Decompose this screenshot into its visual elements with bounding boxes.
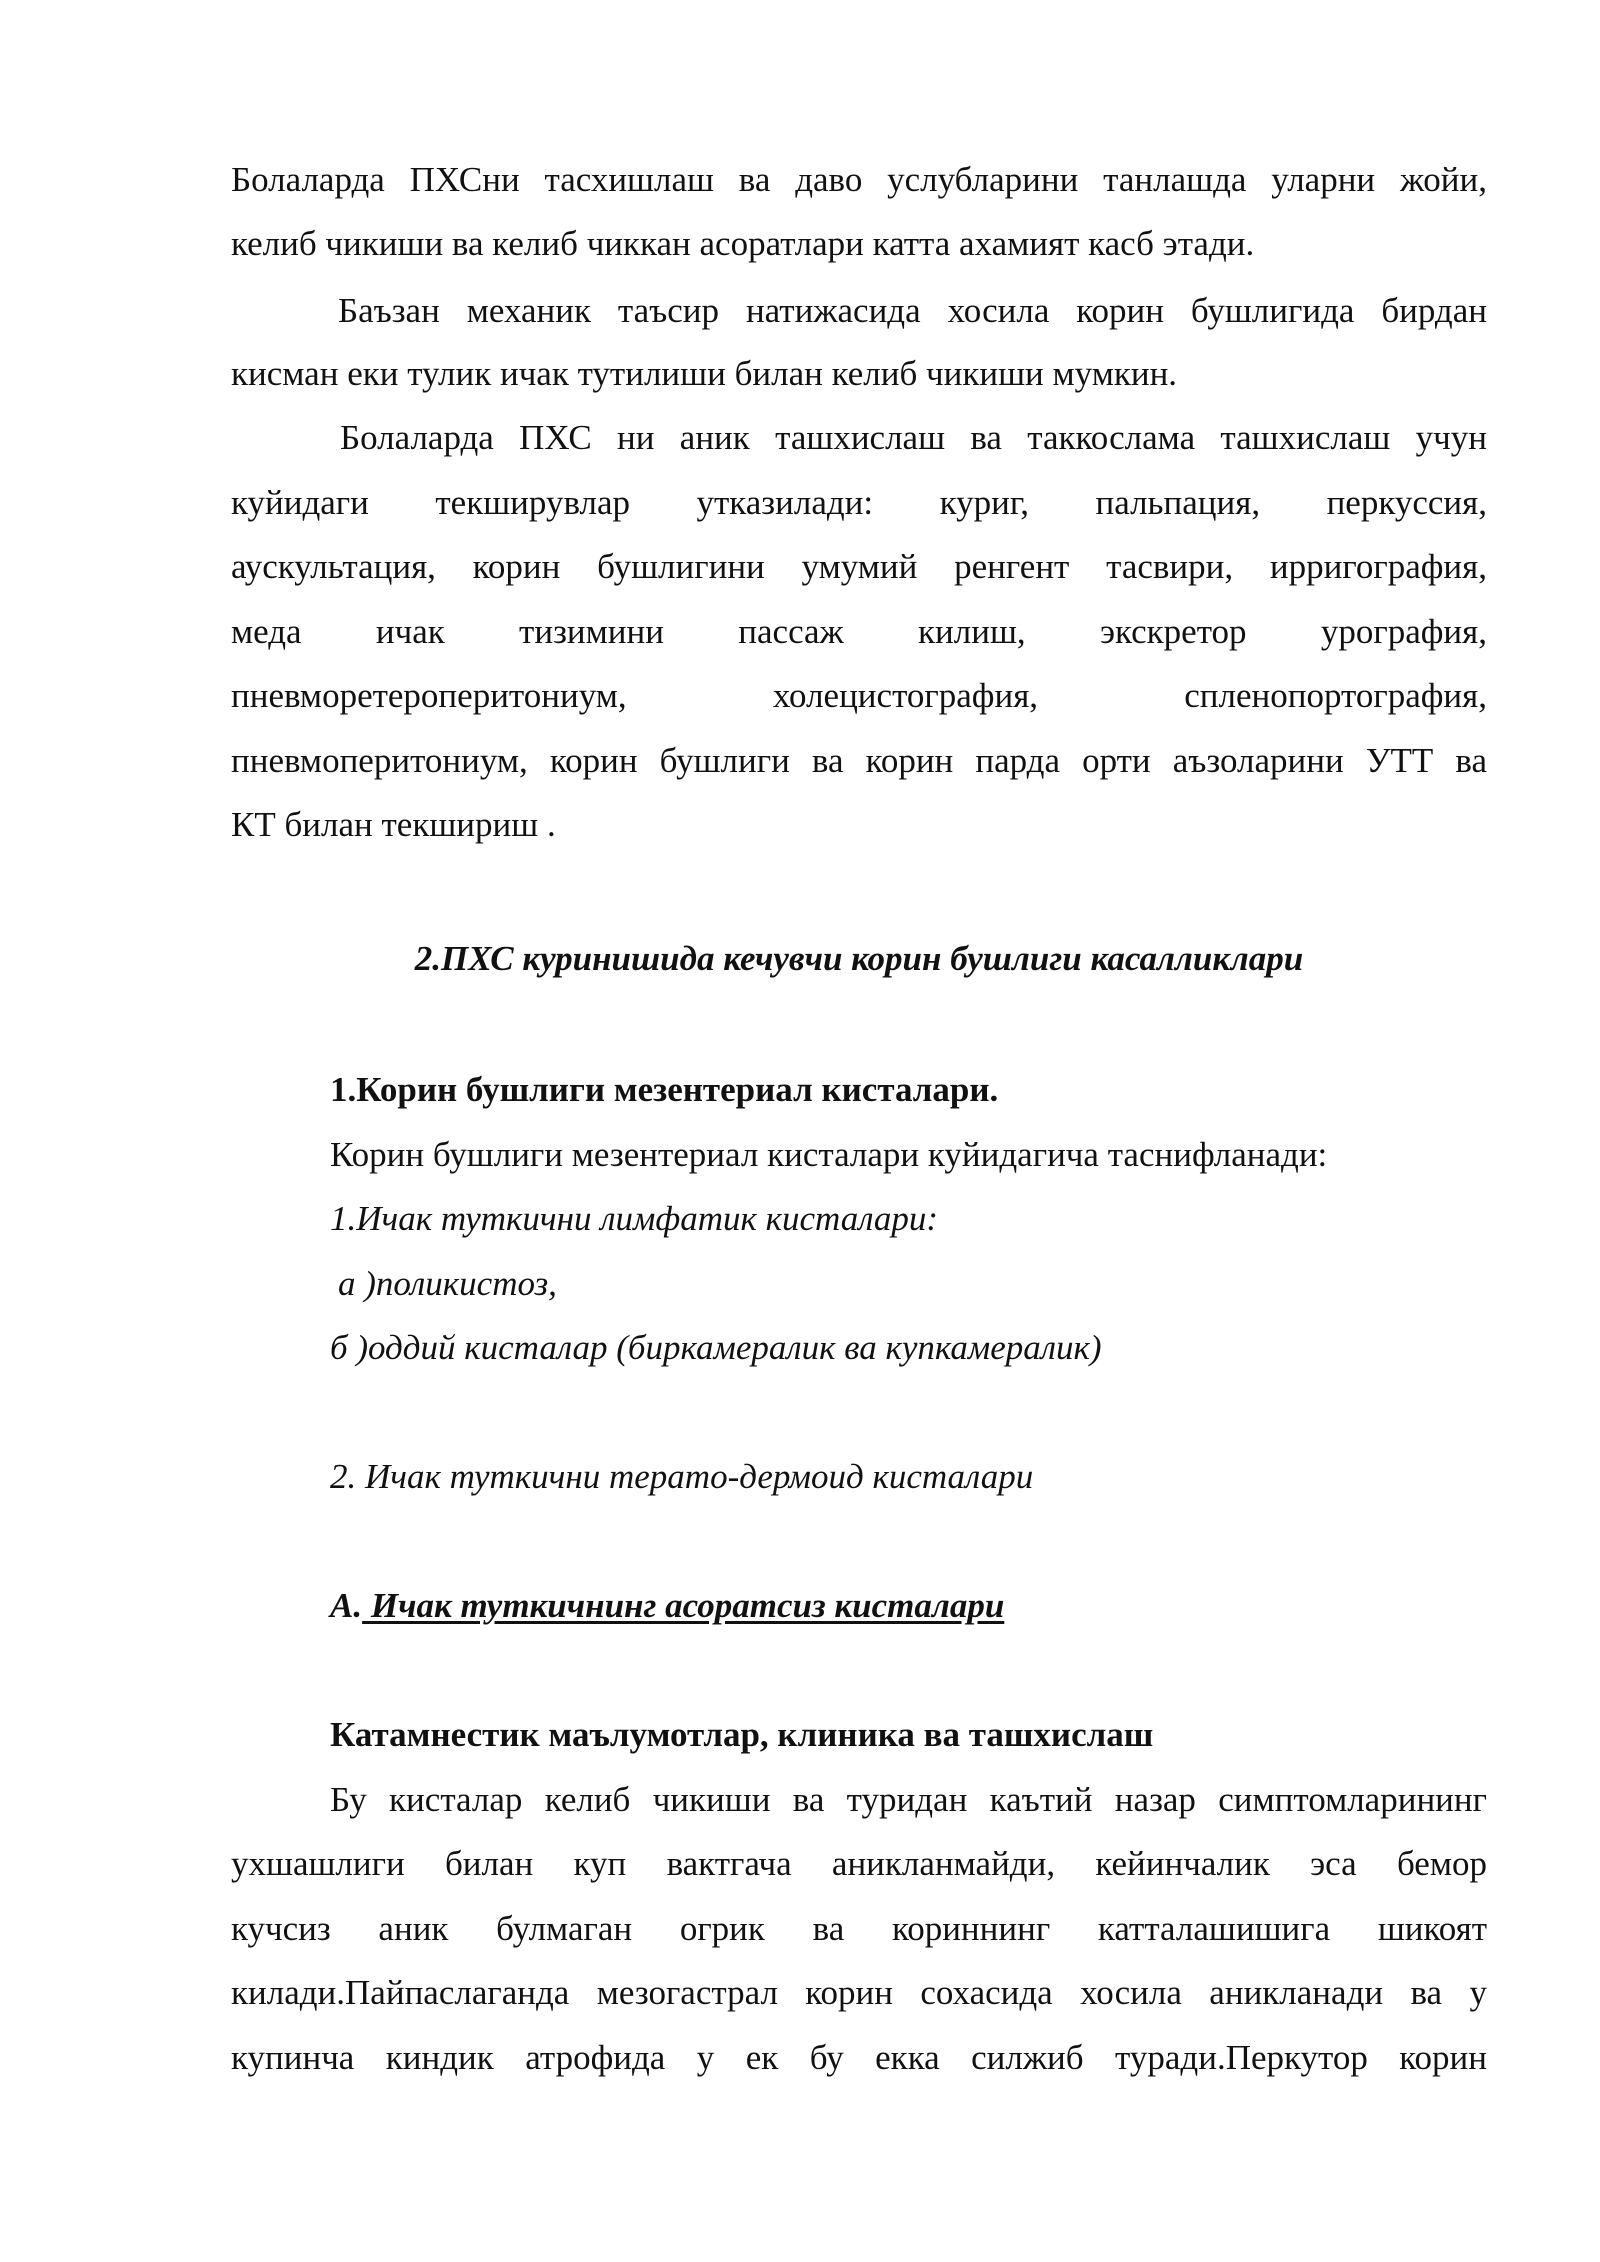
classification-item-2: 2. Ичак туткични терато-дермоид кисталари bbox=[330, 1457, 1034, 1496]
paragraph-2-line-2: кисман еки тулик ичак тутилиши билан келиб чикиши мумкин. bbox=[231, 354, 1178, 393]
paragraph-4-line-2: ухшашлиги билан куп вактгача аникланмайди, кейинчалик эса бемор bbox=[231, 1844, 1487, 1883]
classification-intro: Корин бушлиги мезентериал кисталари куйидагича таснифланади: bbox=[330, 1135, 1328, 1174]
section-heading: 2.ПХС куринишида кечувчи корин бушлиги касалликлари bbox=[414, 939, 1304, 978]
paragraph-3-line-4: меда ичак тизимини пассаж килиш, экскретор урография, bbox=[231, 612, 1487, 651]
paragraph-3-line-6: пневмоперитониум, корин бушлиги ва корин парда орти аъзоларини УТТ ва bbox=[231, 741, 1487, 780]
paragraph-3-line-5: пневморетероперитониум, холецистография, спленопортография, bbox=[231, 676, 1487, 715]
paragraph-3-line-2: куйидаги текширувлар утказилади: куриг, пальпация, перкуссия, bbox=[231, 483, 1487, 522]
paragraph-3-line-1: Болаларда ПХС ни аник ташхислаш ва таккослама ташхислаш учун bbox=[340, 418, 1487, 457]
paragraph-4-line-3: кучсиз аник булмаган огрик ва кориннинг катталашишига шикоят bbox=[231, 1909, 1487, 1948]
subsection-heading: 1.Корин бушлиги мезентериал кисталари. bbox=[330, 1070, 999, 1109]
paragraph-2-line-1: Баъзан механик таъсир натижасида хосила корин бушлигида бирдан bbox=[338, 291, 1487, 330]
subheading-a-text: Ичак туткичнинг асоратсиз кисталари bbox=[362, 1586, 1005, 1625]
paragraph-1-line-2: келиб чикиши ва келиб чиккан асоратлари катта ахамият касб этади. bbox=[231, 224, 1255, 263]
paragraph-3-line-3: аускультация, корин бушлигини умумий ренгент тасвири, ирригография, bbox=[231, 547, 1487, 586]
paragraph-4-line-4: килади.Пайпаслаганда мезогастрал корин сохасида хосила аникланади ва у bbox=[231, 1973, 1487, 2012]
subheading-a-prefix: А. bbox=[330, 1586, 363, 1625]
classification-item-1b: б )оддий кисталар (биркамералик ва купкамералик) bbox=[330, 1328, 1102, 1367]
paragraph-4-line-5: купинча киндик атрофида у ек бу екка силжиб туради.Перкутор корин bbox=[231, 2038, 1487, 2077]
paragraph-3-line-7: КТ билан текшириш . bbox=[231, 805, 556, 844]
classification-item-1: 1.Ичак туткични лимфатик кисталари: bbox=[330, 1199, 939, 1238]
classification-item-1a: а )поликистоз, bbox=[338, 1264, 557, 1303]
subheading-a bbox=[330, 1584, 1004, 1628]
paragraph-4-line-1: Бу кисталар келиб чикиши ва туридан каътий назар симптомларининг bbox=[330, 1780, 1487, 1819]
katamnestic-heading: Катамнестик маълумотлар, клиника ва ташхислаш bbox=[330, 1715, 1154, 1754]
paragraph-1-line-1: Болаларда ПХСни тасхишлаш ва даво услубларини танлашда уларни жойи, bbox=[231, 160, 1487, 199]
